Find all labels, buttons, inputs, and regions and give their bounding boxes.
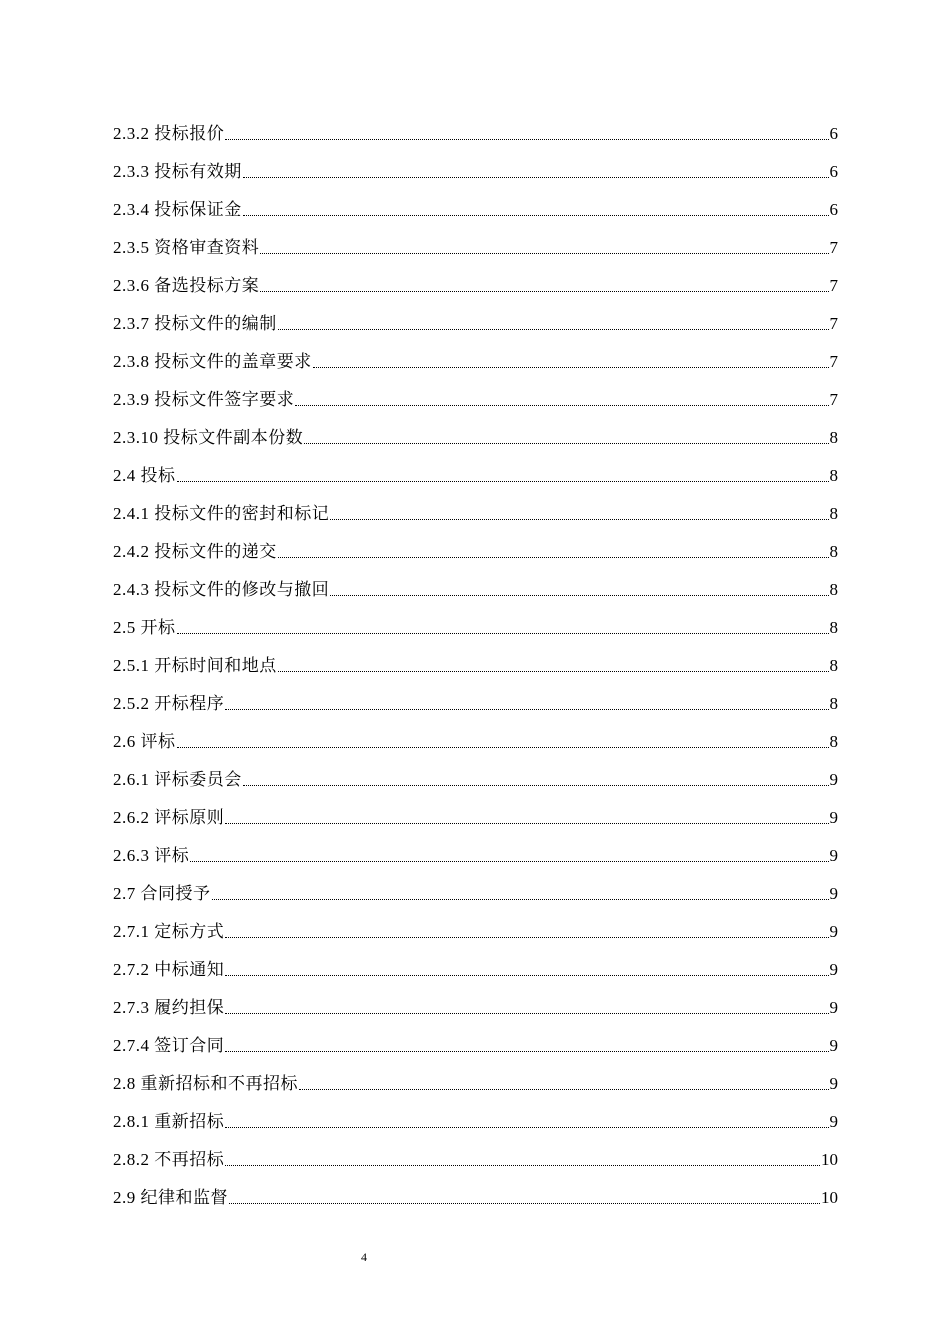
toc-entry-page-number: 9 (829, 808, 838, 827)
toc-entry-page-number: 7 (829, 390, 838, 409)
toc-entry[interactable] (113, 258, 838, 296)
toc-entry-title: 2.3.7 投标文件的编制 (113, 314, 277, 333)
toc-dot-leader (243, 177, 829, 178)
toc-entry-title: 2.6.2 评标原则 (113, 808, 225, 827)
toc-entry[interactable] (113, 1018, 838, 1056)
toc-entry-title: 2.5.2 开标程序 (113, 694, 225, 713)
toc-entry-title: 2.3.2 投标报价 (113, 124, 225, 143)
toc-entry-page-number: 8 (829, 656, 838, 675)
toc-entry-page-number: 9 (829, 884, 838, 903)
toc-dot-leader (177, 747, 829, 748)
toc-entry[interactable] (113, 334, 838, 372)
toc-entry-page-number: 10 (821, 1150, 838, 1169)
toc-entry-page-number: 8 (829, 732, 838, 751)
toc-entry-title: 2.3.4 投标保证金 (113, 200, 242, 219)
toc-entry-page-number: 8 (829, 504, 838, 523)
toc-entry-page-number: 8 (829, 542, 838, 561)
toc-entry[interactable] (113, 1056, 838, 1094)
toc-entry[interactable] (113, 752, 838, 790)
toc-entry-title: 2.6.1 评标委员会 (113, 770, 242, 789)
toc-entry[interactable] (113, 714, 838, 752)
toc-dot-leader (225, 1165, 820, 1166)
toc-entry-page-number: 8 (829, 694, 838, 713)
toc-entry-page-number: 8 (829, 618, 838, 637)
toc-entry-title: 2.6 评标 (113, 732, 176, 751)
toc-entry-title: 2.3.10 投标文件副本份数 (113, 428, 304, 447)
toc-entry[interactable] (113, 828, 838, 866)
toc-entry[interactable] (113, 486, 838, 524)
toc-dot-leader (295, 405, 828, 406)
toc-entry[interactable] (113, 106, 838, 144)
toc-entry-page-number: 6 (829, 200, 838, 219)
toc-entry-title: 2.7 合同授予 (113, 884, 211, 903)
toc-entry-page-number: 9 (829, 1074, 838, 1093)
toc-entry-page-number: 6 (829, 162, 838, 181)
toc-dot-leader (225, 937, 828, 938)
toc-entry-title: 2.3.8 投标文件的盖章要求 (113, 352, 312, 371)
toc-dot-leader (225, 139, 828, 140)
toc-dot-leader (225, 709, 828, 710)
toc-dot-leader (278, 557, 829, 558)
toc-dot-leader (177, 633, 829, 634)
toc-dot-leader (225, 1013, 828, 1014)
toc-entry[interactable] (113, 296, 838, 334)
toc-entry[interactable] (113, 600, 838, 638)
toc-entry[interactable] (113, 182, 838, 220)
toc-entry-title: 2.7.4 签订合同 (113, 1036, 225, 1055)
toc-entry-title: 2.7.1 定标方式 (113, 922, 225, 941)
toc-entry[interactable] (113, 524, 838, 562)
toc-entry[interactable] (113, 448, 838, 486)
toc-dot-leader (278, 671, 829, 672)
toc-entry-title: 2.8 重新招标和不再招标 (113, 1074, 298, 1093)
toc-dot-leader (304, 443, 828, 444)
toc-dot-leader (225, 823, 828, 824)
toc-entry-title: 2.8.1 重新招标 (113, 1112, 225, 1131)
toc-dot-leader (190, 861, 828, 862)
toc-entry-page-number: 9 (829, 846, 838, 865)
toc-dot-leader (225, 1051, 828, 1052)
toc-entry-page-number: 7 (829, 352, 838, 371)
toc-dot-leader (299, 1089, 829, 1090)
toc-entry[interactable] (113, 942, 838, 980)
toc-entry-title: 2.7.3 履约担保 (113, 998, 225, 1017)
toc-dot-leader (260, 253, 828, 254)
toc-entry-title: 2.5 开标 (113, 618, 176, 637)
toc-entry-page-number: 8 (829, 580, 838, 599)
toc-dot-leader (313, 367, 829, 368)
toc-dot-leader (229, 1203, 820, 1204)
toc-entry[interactable] (113, 410, 838, 448)
toc-entry-title: 2.3.5 资格审查资料 (113, 238, 260, 257)
toc-entry-page-number: 9 (829, 998, 838, 1017)
toc-entry-page-number: 9 (829, 960, 838, 979)
toc-dot-leader (260, 291, 828, 292)
toc-entry-title: 2.5.1 开标时间和地点 (113, 656, 277, 675)
toc-entry[interactable] (113, 638, 838, 676)
page-number: 4 (361, 1250, 367, 1264)
toc-entry-title: 2.8.2 不再招标 (113, 1150, 225, 1169)
toc-entry[interactable] (113, 144, 838, 182)
toc-dot-leader (177, 481, 829, 482)
toc-entry[interactable] (113, 980, 838, 1018)
toc-entry[interactable] (113, 866, 838, 904)
toc-dot-leader (330, 595, 828, 596)
toc-entry-title: 2.4.3 投标文件的修改与撤回 (113, 580, 330, 599)
toc-entry[interactable] (113, 790, 838, 828)
toc-entry-page-number: 9 (829, 1036, 838, 1055)
toc-dot-leader (330, 519, 828, 520)
toc-entry-title: 2.3.3 投标有效期 (113, 162, 242, 181)
toc-entry[interactable] (113, 1170, 838, 1208)
toc-entry-title: 2.4.1 投标文件的密封和标记 (113, 504, 330, 523)
toc-entry-title: 2.3.9 投标文件签字要求 (113, 390, 295, 409)
toc-entry-title: 2.9 纪律和监督 (113, 1188, 228, 1207)
toc-dot-leader (225, 975, 828, 976)
toc-entry-page-number: 9 (829, 1112, 838, 1131)
toc-entry-page-number: 6 (829, 124, 838, 143)
toc-entry-page-number: 8 (829, 428, 838, 447)
toc-entry-page-number: 7 (829, 276, 838, 295)
toc-entry-page-number: 8 (829, 466, 838, 485)
toc-dot-leader (243, 215, 829, 216)
toc-dot-leader (278, 329, 829, 330)
toc-dot-leader (225, 1127, 828, 1128)
toc-entry[interactable] (113, 220, 838, 258)
toc-entry-title: 2.3.6 备选投标方案 (113, 276, 260, 295)
toc-entry-page-number: 9 (829, 770, 838, 789)
toc-entry-page-number: 9 (829, 922, 838, 941)
toc-entry-page-number: 10 (821, 1188, 838, 1207)
toc-entry-title: 2.7.2 中标通知 (113, 960, 225, 979)
toc-entry-title: 2.4 投标 (113, 466, 176, 485)
toc-entry[interactable] (113, 562, 838, 600)
toc-dot-leader (212, 899, 829, 900)
toc-entry[interactable] (113, 372, 838, 410)
toc-entry[interactable] (113, 904, 838, 942)
table-of-contents (113, 106, 838, 1208)
toc-dot-leader (243, 785, 829, 786)
toc-entry-page-number: 7 (829, 238, 838, 257)
toc-entry-page-number: 7 (829, 314, 838, 333)
toc-entry-title: 2.4.2 投标文件的递交 (113, 542, 277, 561)
toc-entry[interactable] (113, 676, 838, 714)
toc-entry[interactable] (113, 1132, 838, 1170)
toc-entry-title: 2.6.3 评标 (113, 846, 190, 865)
toc-entry[interactable] (113, 1094, 838, 1132)
